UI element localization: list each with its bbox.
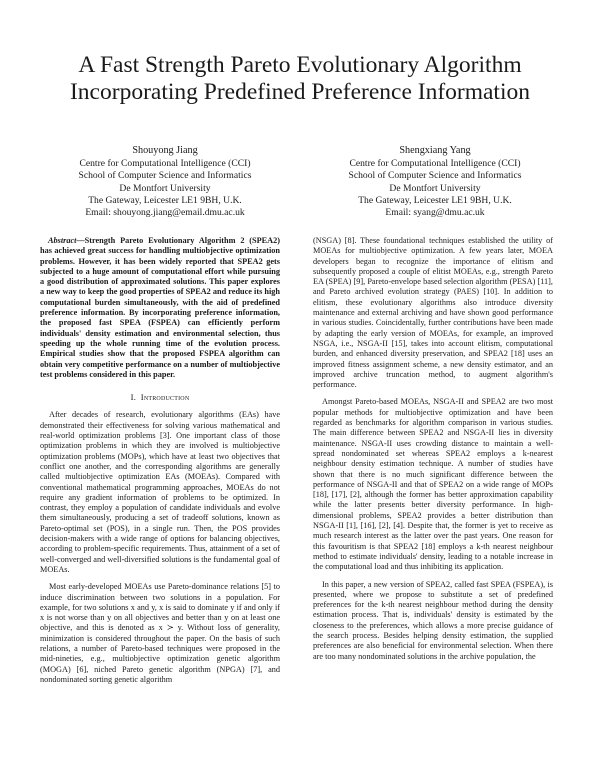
paragraph: (NSGA) [8]. These foundational techniques established the utility of MOEAs for multiobjective optimization. A few years later, MOEA developers began to recognize the importance of elitism and subsequently proposed a couple of elitist MOEAs, e.g., strength Pareto EA (SPEA) [9], Pareto-envelope based selection algorithm (PESA) [11], and Pareto archived evolution strategy (PAES) [10]. In addition to elitism, these evolutionary algorithms also introduce diversity maintenance and external archiving and have shown good performance in various studies. Coincidentally, further contributions have been made by adapting the early version of MOEAs, for example, an improved NSGA, i.e., NSGA-II [15], takes into account elitism, computational burden, and enhanced diversity preservation, and SPEA2 [18] uses an improved fitness assignment scheme, a new density estimator, and an improved archive truncation method, to augment algorithm's performance. [313,236,553,390]
author-affiliation: Centre for Computational Intelligence (CCI) [349,158,521,170]
author-address: The Gateway, Leicester LE1 9BH, U.K. [358,194,512,206]
section-title: Introduction [140,392,190,403]
right-column [313,236,553,669]
paragraph: After decades of research, evolutionary algorithms (EAs) have demonstrated their effectiveness for solving various mathematical and real-world optimization problems [3]. One important class of those optimization problems in which they are involved is multiobjective optimization problems (MOPs), which have at least two objectives that conflict one another, and the corresponding algorithms are generally called multiobjective optimization EAs (MOEAs). Compared with conventional mathematical programming approaches, MOEAs do not require any gradient information of problems to be optimized. In contrast, they employ a population of candidate individuals and evolve them simultaneously, producing a set of tradeoff solutions, known as Pareto-optimal set (POS), in a single run. Then, the POS provides decision-makers with a wide range of options for balancing objectives, according to problem-specific requirements. Thus, attainment of a set of well-converged and well-diversified solutions is the fundamental goal of MOEAs. [40,410,280,574]
paragraph: In this paper, a new version of SPEA2, called fast SPEA (FSPEA), is presented, where we propose to substitute a set of predefined preferences for the k-th nearest neighbour method during the density estimation process. That is, individuals' density is estimated by the closeness to the preferences, which allows a more precise guidance of the search process. Besides helping density estimation, the supplied preferences are also beneficial for environmental selection. When there are too many nondominated solutions in the archive population, the [313,579,553,661]
author-affiliation: De Montfort University [389,182,481,194]
paragraph: Most early-developed MOEAs use Pareto-dominance relations [5] to induce discrimination between two solutions in a population. For example, for two solutions x and y, x is said to dominate y if and only if x is not worse than y on all objectives and better than y on at least one objective, and this is denoted as x ≻ y. Without loss of generality, minimization is considered throughout the paper. On the basis of such relations, a number of Pareto-based techniques were proposed in the mid-nineties, e.g., multiobjective optimization genetic algorithm (MOGA) [6], niched Pareto genetic algorithm (NPGA) [7], and nondominated sorting genetic algorithm [40,582,280,684]
author-affiliation: School of Computer Science and Informatics [78,170,252,182]
title-line-2: Incorporating Predefined Preference Information [69,79,530,105]
paper-title [40,52,560,106]
abstract-text: —Strength Pareto Evolutionary Algorithm 2 (SPEA2) has achieved great success for handling multiobjective optimization problems. However, it has been widely reported that SPEA2 gets subjected to a huge amount of computational effort while pursuing a good distribution of approximated solutions. This paper explores a new way to keep the good properties of SPEA2 and reduce its high computational burden simultaneously, with the aid of predefined preference information. By incorporating preference information, the proposed fast SPEA (FSPEA) can efficiently perform individuals' density estimation and environmental selection, thus speeding up the whole running time of the evolution process. Empirical studies show that the proposed FSPEA algorithm can obtain very competitive performance on a number of multiobjective test problems considered in this paper. [40,236,280,379]
section-heading [40,392,280,402]
abstract-label: Abstract [48,236,77,245]
author-email: Email: syang@dmu.ac.uk [385,207,485,219]
author-affiliation: School of Computer Science and Informatics [348,170,522,182]
section-number: I. [130,392,137,403]
title-line-1: A Fast Strength Pareto Evolutionary Algorithm [78,52,522,78]
left-column [40,236,280,692]
paragraph: Amongst Pareto-based MOEAs, NSGA-II and SPEA2 are two most popular methods for multiobjective optimization and have been regarded as benchmarks for algorithm comparison in various studies. The main difference between SPEA2 and NSGA-II lies in diversity maintenance. NSGA-II uses crowding distance to maintain a well-spread nondominated set whereas SPEA2 employs a k-nearest neighbour density estimation technique. A number of studies have shown that there is no much significant difference between the performance of NSGA-II and that of SPEA2 on a wide range of MOPs [18], [17], [2], although the former has better approximation capability while the latter presents better diversity performance. In high-dimensional problems, SPEA2 provides a better distribution than NSGA-II [1], [16], [2], [4]. Despite that, the former is yet to receive as much research interest as the latter over the past years. One reason for this favouritism is that SPEA2 [18] employs a k-th nearest neighbour method to estimate individuals' density, leading to a notable increase in the computational load and thus inhibiting its application. [313,397,553,572]
author-block [40,145,560,225]
author-address: The Gateway, Leicester LE1 9BH, U.K. [88,194,242,206]
author-name: Shengxiang Yang [399,145,471,156]
author-affiliation: Centre for Computational Intelligence (CCI) [79,158,251,170]
author-affiliation: De Montfort University [119,182,211,194]
author-1 [40,145,290,219]
author-email: Email: shouyong.jiang@email.dmu.ac.uk [85,207,245,219]
abstract [40,236,280,380]
author-2 [310,145,560,219]
author-name: Shouyong Jiang [132,145,198,156]
